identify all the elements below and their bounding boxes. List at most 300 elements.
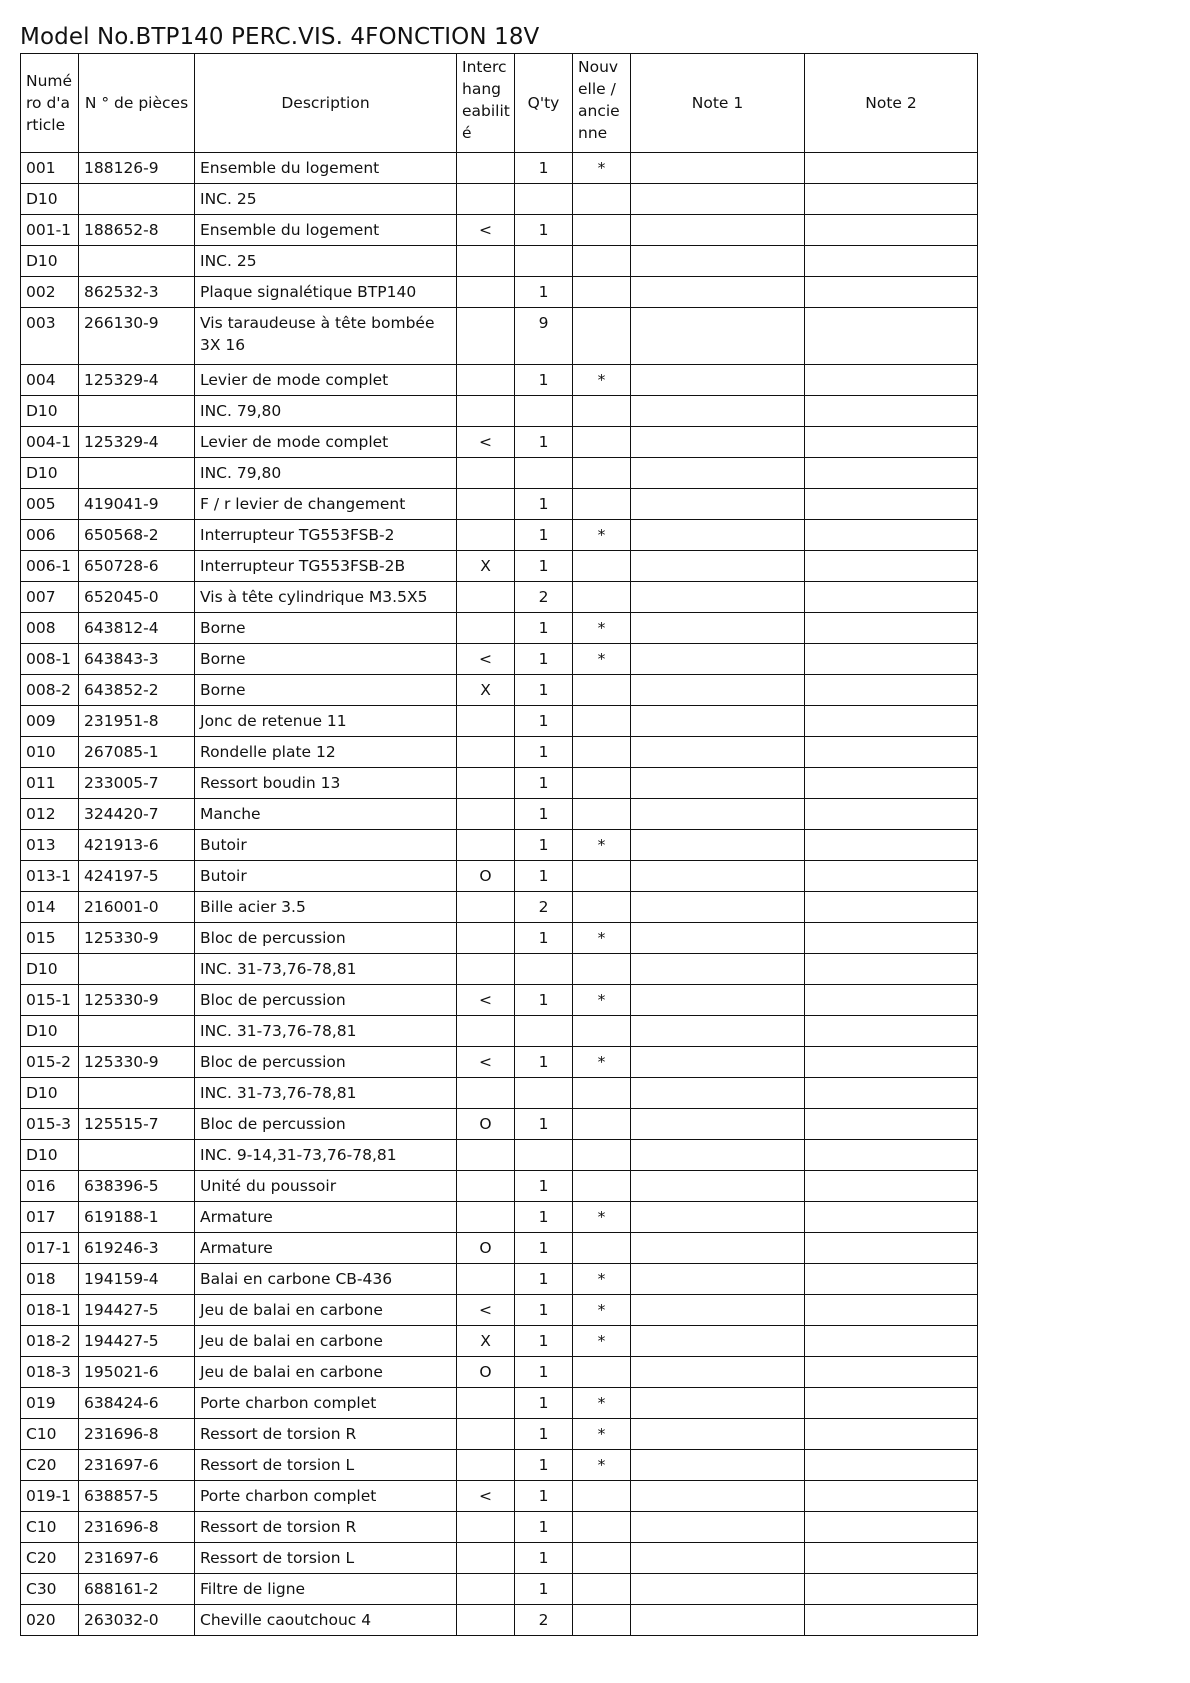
cell-description: Borne — [195, 613, 457, 644]
cell-interchangeability: < — [457, 1481, 515, 1512]
cell-new-old: * — [573, 365, 631, 396]
cell-part-number: 424197-5 — [79, 861, 195, 892]
cell-quantity: 2 — [515, 1605, 573, 1636]
cell-note-2 — [805, 308, 978, 365]
cell-interchangeability — [457, 184, 515, 215]
cell-interchangeability — [457, 954, 515, 985]
cell-part-number: 125330-9 — [79, 985, 195, 1016]
cell-interchangeability — [457, 1202, 515, 1233]
cell-quantity: 1 — [515, 737, 573, 768]
cell-note-1 — [631, 799, 805, 830]
table-row — [21, 308, 978, 365]
cell-part-number: 231696-8 — [79, 1512, 195, 1543]
table-row — [21, 985, 978, 1016]
cell-description: Armature — [195, 1233, 457, 1264]
cell-description: Filtre de ligne — [195, 1574, 457, 1605]
cell-note-1 — [631, 1233, 805, 1264]
col-header-note-1: Note 1 — [631, 54, 805, 153]
cell-interchangeability — [457, 1574, 515, 1605]
table-row — [21, 1574, 978, 1605]
cell-item-number: 015 — [21, 923, 79, 954]
cell-new-old — [573, 277, 631, 308]
cell-description: Bloc de percussion — [195, 985, 457, 1016]
table-row — [21, 1326, 978, 1357]
cell-new-old — [573, 1109, 631, 1140]
cell-note-2 — [805, 1202, 978, 1233]
cell-new-old — [573, 1481, 631, 1512]
cell-item-number: C10 — [21, 1512, 79, 1543]
cell-new-old: * — [573, 1264, 631, 1295]
cell-note-1 — [631, 1047, 805, 1078]
cell-new-old — [573, 1574, 631, 1605]
cell-new-old: * — [573, 613, 631, 644]
cell-part-number: 194427-5 — [79, 1295, 195, 1326]
table-row — [21, 644, 978, 675]
cell-new-old — [573, 1605, 631, 1636]
table-row — [21, 520, 978, 551]
cell-description: Vis à tête cylindrique M3.5X5 — [195, 582, 457, 613]
cell-description: INC. 25 — [195, 184, 457, 215]
cell-quantity: 1 — [515, 551, 573, 582]
table-row — [21, 892, 978, 923]
cell-note-1 — [631, 737, 805, 768]
cell-new-old — [573, 1016, 631, 1047]
cell-quantity: 1 — [515, 644, 573, 675]
cell-note-2 — [805, 737, 978, 768]
cell-note-1 — [631, 427, 805, 458]
cell-interchangeability — [457, 1171, 515, 1202]
cell-item-number: D10 — [21, 1140, 79, 1171]
cell-interchangeability: < — [457, 215, 515, 246]
table-row — [21, 365, 978, 396]
cell-quantity: 1 — [515, 1264, 573, 1295]
cell-interchangeability — [457, 1016, 515, 1047]
cell-part-number: 216001-0 — [79, 892, 195, 923]
cell-part-number: 125329-4 — [79, 365, 195, 396]
cell-interchangeability — [457, 706, 515, 737]
cell-note-1 — [631, 1357, 805, 1388]
cell-description: Levier de mode complet — [195, 427, 457, 458]
cell-quantity: 1 — [515, 427, 573, 458]
table-body — [21, 153, 978, 1636]
cell-quantity: 1 — [515, 861, 573, 892]
cell-note-2 — [805, 153, 978, 184]
cell-new-old — [573, 768, 631, 799]
cell-quantity: 1 — [515, 1388, 573, 1419]
cell-description: Interrupteur TG553FSB-2B — [195, 551, 457, 582]
cell-item-number: 018-1 — [21, 1295, 79, 1326]
table-row — [21, 582, 978, 613]
table-row — [21, 1450, 978, 1481]
cell-new-old — [573, 1512, 631, 1543]
cell-new-old — [573, 215, 631, 246]
cell-new-old: * — [573, 923, 631, 954]
cell-interchangeability — [457, 737, 515, 768]
cell-quantity: 1 — [515, 365, 573, 396]
cell-part-number: 650728-6 — [79, 551, 195, 582]
cell-description: Armature — [195, 1202, 457, 1233]
cell-description: INC. 31-73,76-78,81 — [195, 1078, 457, 1109]
col-header-item-number: Numé ro d'a rticle — [21, 54, 79, 153]
cell-item-number: 006-1 — [21, 551, 79, 582]
cell-quantity: 9 — [515, 308, 573, 365]
col-header-quantity: Q'ty — [515, 54, 573, 153]
cell-note-2 — [805, 1450, 978, 1481]
cell-new-old — [573, 1171, 631, 1202]
cell-part-number: 324420-7 — [79, 799, 195, 830]
table-row — [21, 1140, 978, 1171]
table-row — [21, 923, 978, 954]
cell-note-2 — [805, 706, 978, 737]
cell-part-number: 688161-2 — [79, 1574, 195, 1605]
cell-new-old — [573, 184, 631, 215]
cell-part-number: 231951-8 — [79, 706, 195, 737]
cell-note-1 — [631, 1202, 805, 1233]
cell-quantity: 1 — [515, 1233, 573, 1264]
cell-interchangeability — [457, 582, 515, 613]
cell-description: INC. 79,80 — [195, 458, 457, 489]
table-row — [21, 1357, 978, 1388]
cell-part-number: 125515-7 — [79, 1109, 195, 1140]
cell-note-2 — [805, 1574, 978, 1605]
cell-item-number: C10 — [21, 1419, 79, 1450]
table-row — [21, 427, 978, 458]
cell-item-number: 001 — [21, 153, 79, 184]
cell-quantity: 1 — [515, 985, 573, 1016]
table-row — [21, 706, 978, 737]
cell-note-1 — [631, 1295, 805, 1326]
table-row — [21, 1202, 978, 1233]
cell-note-2 — [805, 1016, 978, 1047]
cell-part-number: 231697-6 — [79, 1450, 195, 1481]
cell-note-2 — [805, 277, 978, 308]
cell-new-old — [573, 892, 631, 923]
cell-item-number: D10 — [21, 1078, 79, 1109]
cell-item-number: 011 — [21, 768, 79, 799]
cell-part-number: 419041-9 — [79, 489, 195, 520]
cell-note-2 — [805, 1078, 978, 1109]
cell-interchangeability — [457, 799, 515, 830]
cell-new-old — [573, 1543, 631, 1574]
cell-interchangeability: X — [457, 1326, 515, 1357]
cell-description: Vis taraudeuse à tête bombée 3X 16 — [195, 308, 457, 365]
cell-description: Borne — [195, 675, 457, 706]
cell-part-number: 652045-0 — [79, 582, 195, 613]
cell-note-1 — [631, 520, 805, 551]
cell-quantity — [515, 458, 573, 489]
cell-new-old — [573, 1140, 631, 1171]
table-row — [21, 1078, 978, 1109]
cell-part-number: 194427-5 — [79, 1326, 195, 1357]
cell-quantity: 1 — [515, 1357, 573, 1388]
cell-item-number: 014 — [21, 892, 79, 923]
cell-description: Levier de mode complet — [195, 365, 457, 396]
cell-new-old: * — [573, 153, 631, 184]
cell-quantity: 1 — [515, 1171, 573, 1202]
cell-item-number: 017 — [21, 1202, 79, 1233]
cell-new-old — [573, 737, 631, 768]
cell-quantity: 1 — [515, 923, 573, 954]
cell-interchangeability — [457, 768, 515, 799]
cell-description: Ressort boudin 13 — [195, 768, 457, 799]
cell-quantity: 1 — [515, 153, 573, 184]
cell-note-1 — [631, 277, 805, 308]
cell-new-old — [573, 396, 631, 427]
cell-note-2 — [805, 768, 978, 799]
cell-new-old: * — [573, 520, 631, 551]
table-row — [21, 1264, 978, 1295]
cell-note-2 — [805, 520, 978, 551]
cell-item-number: 010 — [21, 737, 79, 768]
cell-item-number: 013-1 — [21, 861, 79, 892]
cell-note-1 — [631, 1388, 805, 1419]
cell-note-1 — [631, 489, 805, 520]
cell-item-number: 003 — [21, 308, 79, 365]
cell-part-number: 643852-2 — [79, 675, 195, 706]
cell-quantity: 1 — [515, 1419, 573, 1450]
table-row — [21, 768, 978, 799]
cell-new-old: * — [573, 1326, 631, 1357]
cell-note-1 — [631, 1109, 805, 1140]
cell-quantity: 1 — [515, 1109, 573, 1140]
cell-item-number: 017-1 — [21, 1233, 79, 1264]
cell-quantity — [515, 1078, 573, 1109]
cell-note-1 — [631, 184, 805, 215]
cell-description: Butoir — [195, 861, 457, 892]
cell-note-1 — [631, 1450, 805, 1481]
table-row — [21, 1512, 978, 1543]
cell-note-1 — [631, 830, 805, 861]
cell-item-number: 012 — [21, 799, 79, 830]
cell-item-number: C20 — [21, 1543, 79, 1574]
cell-interchangeability: X — [457, 551, 515, 582]
cell-note-1 — [631, 861, 805, 892]
cell-note-2 — [805, 861, 978, 892]
cell-item-number: D10 — [21, 396, 79, 427]
cell-quantity: 1 — [515, 277, 573, 308]
cell-note-2 — [805, 1605, 978, 1636]
cell-note-2 — [805, 1419, 978, 1450]
cell-note-2 — [805, 582, 978, 613]
cell-interchangeability — [457, 396, 515, 427]
cell-description: Butoir — [195, 830, 457, 861]
table-row — [21, 215, 978, 246]
table-row — [21, 1295, 978, 1326]
cell-quantity: 1 — [515, 675, 573, 706]
cell-quantity — [515, 184, 573, 215]
cell-new-old — [573, 489, 631, 520]
cell-part-number — [79, 954, 195, 985]
table-row — [21, 489, 978, 520]
cell-part-number: 862532-3 — [79, 277, 195, 308]
cell-description: Ressort de torsion R — [195, 1512, 457, 1543]
cell-new-old — [573, 1233, 631, 1264]
table-row — [21, 737, 978, 768]
table-row — [21, 458, 978, 489]
cell-note-2 — [805, 1233, 978, 1264]
col-header-part-number: N ° de pièces — [79, 54, 195, 153]
cell-interchangeability — [457, 830, 515, 861]
cell-new-old: * — [573, 1388, 631, 1419]
cell-note-2 — [805, 799, 978, 830]
cell-note-1 — [631, 768, 805, 799]
table-row — [21, 396, 978, 427]
cell-quantity — [515, 396, 573, 427]
table-row — [21, 954, 978, 985]
cell-quantity: 1 — [515, 1574, 573, 1605]
cell-quantity: 1 — [515, 1202, 573, 1233]
cell-note-1 — [631, 1605, 805, 1636]
cell-part-number: 194159-4 — [79, 1264, 195, 1295]
cell-interchangeability: < — [457, 985, 515, 1016]
cell-interchangeability — [457, 892, 515, 923]
cell-part-number: 643843-3 — [79, 644, 195, 675]
cell-item-number: 020 — [21, 1605, 79, 1636]
table-row — [21, 675, 978, 706]
cell-note-2 — [805, 830, 978, 861]
cell-part-number: 231697-6 — [79, 1543, 195, 1574]
cell-note-1 — [631, 1016, 805, 1047]
cell-interchangeability — [457, 458, 515, 489]
cell-new-old: * — [573, 830, 631, 861]
table-row — [21, 153, 978, 184]
cell-new-old — [573, 954, 631, 985]
cell-note-2 — [805, 1481, 978, 1512]
cell-part-number: 188652-8 — [79, 215, 195, 246]
table-row — [21, 1233, 978, 1264]
cell-part-number: 125330-9 — [79, 1047, 195, 1078]
cell-item-number: 008-1 — [21, 644, 79, 675]
cell-item-number: 004-1 — [21, 427, 79, 458]
cell-quantity: 1 — [515, 1295, 573, 1326]
cell-quantity: 1 — [515, 706, 573, 737]
page-title: Model No.BTP140 PERC.VIS. 4FONCTION 18V — [20, 24, 540, 50]
cell-part-number: 650568-2 — [79, 520, 195, 551]
cell-item-number: D10 — [21, 246, 79, 277]
cell-part-number: 231696-8 — [79, 1419, 195, 1450]
cell-part-number — [79, 1016, 195, 1047]
table-header — [21, 54, 978, 153]
cell-new-old — [573, 308, 631, 365]
cell-part-number — [79, 246, 195, 277]
cell-part-number: 638857-5 — [79, 1481, 195, 1512]
cell-note-2 — [805, 1543, 978, 1574]
cell-item-number: 016 — [21, 1171, 79, 1202]
cell-interchangeability — [457, 1388, 515, 1419]
cell-note-1 — [631, 613, 805, 644]
cell-part-number — [79, 184, 195, 215]
cell-new-old — [573, 458, 631, 489]
cell-description: Porte charbon complet — [195, 1481, 457, 1512]
cell-note-1 — [631, 1543, 805, 1574]
cell-description: Jeu de balai en carbone — [195, 1326, 457, 1357]
cell-note-2 — [805, 1047, 978, 1078]
cell-quantity: 1 — [515, 1047, 573, 1078]
cell-interchangeability: O — [457, 861, 515, 892]
cell-description: Balai en carbone CB-436 — [195, 1264, 457, 1295]
cell-note-1 — [631, 1481, 805, 1512]
cell-description: INC. 31-73,76-78,81 — [195, 1016, 457, 1047]
cell-note-2 — [805, 1357, 978, 1388]
cell-interchangeability — [457, 1264, 515, 1295]
cell-interchangeability: O — [457, 1357, 515, 1388]
table-row — [21, 1016, 978, 1047]
cell-note-1 — [631, 551, 805, 582]
table-row — [21, 551, 978, 582]
cell-note-2 — [805, 613, 978, 644]
table-row — [21, 830, 978, 861]
cell-note-1 — [631, 644, 805, 675]
table-row — [21, 1605, 978, 1636]
cell-note-1 — [631, 396, 805, 427]
cell-new-old — [573, 582, 631, 613]
cell-note-1 — [631, 1574, 805, 1605]
cell-note-1 — [631, 215, 805, 246]
cell-item-number: 018 — [21, 1264, 79, 1295]
cell-description: Borne — [195, 644, 457, 675]
table-row — [21, 1109, 978, 1140]
cell-interchangeability: < — [457, 1295, 515, 1326]
cell-interchangeability — [457, 1450, 515, 1481]
cell-interchangeability — [457, 1419, 515, 1450]
table-row — [21, 1388, 978, 1419]
cell-note-2 — [805, 892, 978, 923]
cell-interchangeability — [457, 1605, 515, 1636]
cell-note-1 — [631, 1419, 805, 1450]
cell-interchangeability: < — [457, 427, 515, 458]
cell-description: INC. 9-14,31-73,76-78,81 — [195, 1140, 457, 1171]
cell-quantity: 1 — [515, 1481, 573, 1512]
cell-note-2 — [805, 396, 978, 427]
table-row — [21, 1171, 978, 1202]
cell-part-number: 233005-7 — [79, 768, 195, 799]
cell-item-number: C30 — [21, 1574, 79, 1605]
cell-note-2 — [805, 1326, 978, 1357]
col-header-new-old: Nouv elle / ancie nne — [573, 54, 631, 153]
cell-description: Rondelle plate 12 — [195, 737, 457, 768]
cell-item-number: 001-1 — [21, 215, 79, 246]
cell-item-number: D10 — [21, 1016, 79, 1047]
cell-description: Ensemble du logement — [195, 153, 457, 184]
cell-quantity: 1 — [515, 613, 573, 644]
cell-description: INC. 31-73,76-78,81 — [195, 954, 457, 985]
cell-quantity: 1 — [515, 1450, 573, 1481]
cell-interchangeability: < — [457, 1047, 515, 1078]
cell-interchangeability — [457, 1512, 515, 1543]
cell-part-number — [79, 396, 195, 427]
cell-part-number: 638396-5 — [79, 1171, 195, 1202]
table-row — [21, 246, 978, 277]
cell-note-1 — [631, 1264, 805, 1295]
cell-note-1 — [631, 892, 805, 923]
cell-new-old: * — [573, 985, 631, 1016]
cell-quantity: 1 — [515, 489, 573, 520]
cell-part-number: 125329-4 — [79, 427, 195, 458]
cell-item-number: 008 — [21, 613, 79, 644]
cell-interchangeability — [457, 277, 515, 308]
cell-part-number — [79, 1078, 195, 1109]
cell-quantity: 1 — [515, 215, 573, 246]
cell-item-number: 019-1 — [21, 1481, 79, 1512]
cell-note-2 — [805, 427, 978, 458]
cell-part-number — [79, 458, 195, 489]
cell-note-1 — [631, 706, 805, 737]
cell-interchangeability — [457, 365, 515, 396]
cell-new-old: * — [573, 1047, 631, 1078]
cell-interchangeability — [457, 613, 515, 644]
cell-quantity — [515, 246, 573, 277]
cell-item-number: 006 — [21, 520, 79, 551]
